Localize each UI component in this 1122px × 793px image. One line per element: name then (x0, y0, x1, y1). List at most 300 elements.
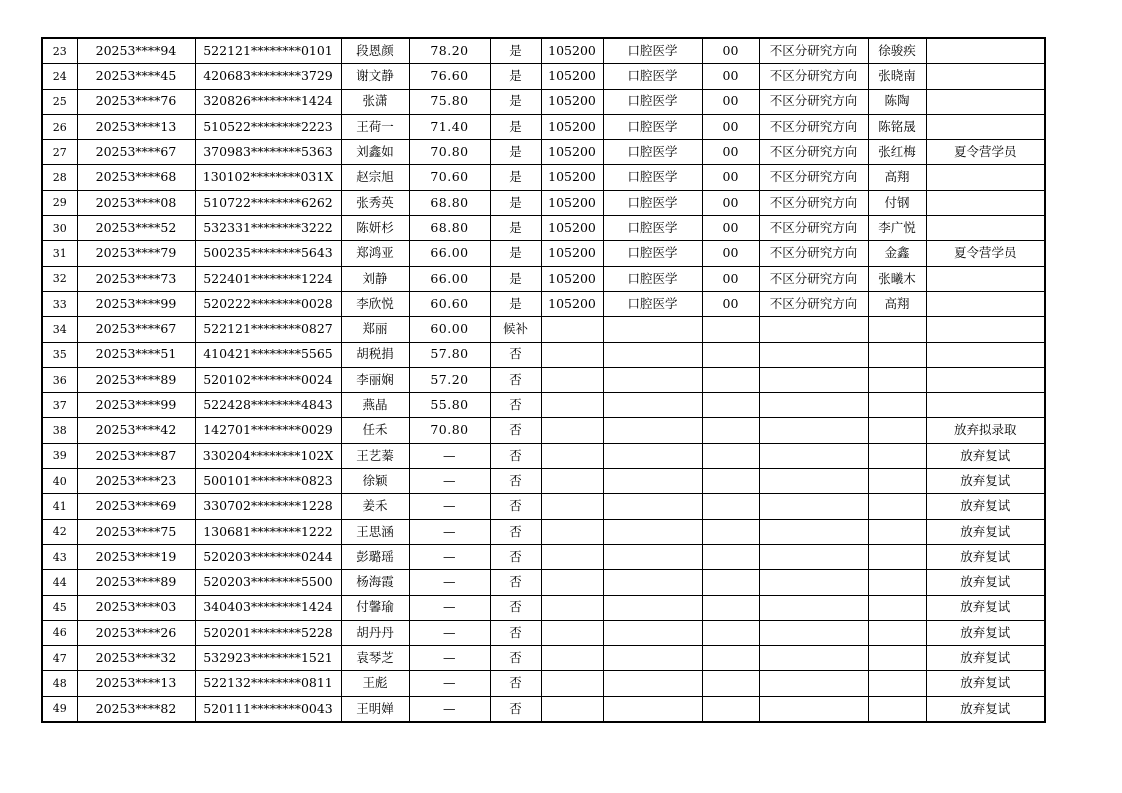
admit-status-cell: 是 (490, 165, 541, 190)
note-cell (926, 317, 1045, 342)
exam-number-cell: 20253****75 (77, 519, 195, 544)
major-code-cell (541, 595, 603, 620)
direction-name-cell (759, 342, 868, 367)
note-cell: 放弃复试 (926, 443, 1045, 468)
direction-name-cell (759, 494, 868, 519)
major-name-cell (603, 443, 702, 468)
id-number-cell: 532923********1521 (195, 646, 341, 671)
row-index-cell: 29 (42, 190, 77, 215)
id-number-cell: 330702********1228 (195, 494, 341, 519)
tutor-cell: 陈陶 (868, 89, 926, 114)
major-name-cell (603, 342, 702, 367)
row-index-cell: 23 (42, 38, 77, 64)
admit-status-cell: 是 (490, 140, 541, 165)
major-name-cell (603, 393, 702, 418)
direction-code-cell: 00 (702, 216, 759, 241)
tutor-cell (868, 393, 926, 418)
name-cell: 付馨瑜 (341, 595, 409, 620)
score-cell: — (409, 469, 490, 494)
major-name-cell (603, 317, 702, 342)
direction-code-cell: 00 (702, 241, 759, 266)
table-row (42, 696, 1045, 722)
table-row (42, 469, 1045, 494)
major-name-cell (603, 671, 702, 696)
major-code-cell (541, 646, 603, 671)
major-name-cell (603, 469, 702, 494)
admit-status-cell: 否 (490, 544, 541, 569)
direction-code-cell (702, 671, 759, 696)
direction-name-cell: 不区分研究方向 (759, 140, 868, 165)
table-row (42, 317, 1045, 342)
row-index-cell: 42 (42, 519, 77, 544)
direction-name-cell (759, 418, 868, 443)
score-cell: 75.80 (409, 89, 490, 114)
major-code-cell: 105200 (541, 165, 603, 190)
tutor-cell: 陈铭晟 (868, 114, 926, 139)
id-number-cell: 500235********5643 (195, 241, 341, 266)
major-code-cell: 105200 (541, 140, 603, 165)
exam-number-cell: 20253****99 (77, 291, 195, 316)
score-cell: 70.60 (409, 165, 490, 190)
major-code-cell: 105200 (541, 291, 603, 316)
score-cell: 57.80 (409, 342, 490, 367)
row-index-cell: 31 (42, 241, 77, 266)
major-code-cell (541, 393, 603, 418)
exam-number-cell: 20253****68 (77, 165, 195, 190)
table-row (42, 291, 1045, 316)
table-row (42, 646, 1045, 671)
table-row (42, 241, 1045, 266)
major-name-cell: 口腔医学 (603, 266, 702, 291)
table-row (42, 367, 1045, 392)
note-cell (926, 216, 1045, 241)
major-code-cell (541, 367, 603, 392)
admit-status-cell: 是 (490, 89, 541, 114)
major-name-cell (603, 519, 702, 544)
exam-number-cell: 20253****73 (77, 266, 195, 291)
tutor-cell (868, 342, 926, 367)
tutor-cell (868, 443, 926, 468)
direction-code-cell: 00 (702, 89, 759, 114)
note-cell: 放弃复试 (926, 671, 1045, 696)
major-code-cell (541, 519, 603, 544)
major-name-cell (603, 494, 702, 519)
direction-code-cell (702, 443, 759, 468)
major-name-cell (603, 646, 702, 671)
score-cell: 76.60 (409, 64, 490, 89)
name-cell: 任禾 (341, 418, 409, 443)
tutor-cell: 张曦木 (868, 266, 926, 291)
table-row (42, 190, 1045, 215)
score-cell: — (409, 570, 490, 595)
table-row (42, 64, 1045, 89)
table-row (42, 519, 1045, 544)
row-index-cell: 39 (42, 443, 77, 468)
id-number-cell: 520111********0043 (195, 696, 341, 722)
id-number-cell: 320826********1424 (195, 89, 341, 114)
name-cell: 王思涵 (341, 519, 409, 544)
id-number-cell: 522401********1224 (195, 266, 341, 291)
row-index-cell: 28 (42, 165, 77, 190)
name-cell: 李丽娴 (341, 367, 409, 392)
table-body (42, 38, 1045, 722)
table-row (42, 165, 1045, 190)
exam-number-cell: 20253****26 (77, 620, 195, 645)
row-index-cell: 47 (42, 646, 77, 671)
note-cell (926, 165, 1045, 190)
direction-name-cell: 不区分研究方向 (759, 89, 868, 114)
note-cell (926, 367, 1045, 392)
row-index-cell: 36 (42, 367, 77, 392)
direction-name-cell (759, 595, 868, 620)
major-code-cell (541, 469, 603, 494)
note-cell (926, 38, 1045, 64)
note-cell: 放弃复试 (926, 620, 1045, 645)
note-cell: 放弃复试 (926, 696, 1045, 722)
note-cell: 放弃复试 (926, 519, 1045, 544)
name-cell: 王彪 (341, 671, 409, 696)
major-code-cell (541, 544, 603, 569)
direction-name-cell: 不区分研究方向 (759, 114, 868, 139)
exam-number-cell: 20253****89 (77, 570, 195, 595)
major-name-cell: 口腔医学 (603, 190, 702, 215)
table-row (42, 620, 1045, 645)
direction-code-cell (702, 393, 759, 418)
score-cell: 68.80 (409, 216, 490, 241)
major-code-cell (541, 570, 603, 595)
name-cell: 郑丽 (341, 317, 409, 342)
table-row (42, 570, 1045, 595)
tutor-cell (868, 620, 926, 645)
note-cell: 放弃复试 (926, 570, 1045, 595)
tutor-cell: 高翔 (868, 165, 926, 190)
score-cell: 70.80 (409, 418, 490, 443)
note-cell (926, 190, 1045, 215)
direction-name-cell: 不区分研究方向 (759, 190, 868, 215)
direction-code-cell: 00 (702, 190, 759, 215)
score-cell: — (409, 494, 490, 519)
score-cell: — (409, 696, 490, 722)
table-row (42, 595, 1045, 620)
exam-number-cell: 20253****51 (77, 342, 195, 367)
tutor-cell: 金鑫 (868, 241, 926, 266)
exam-number-cell: 20253****52 (77, 216, 195, 241)
direction-name-cell (759, 443, 868, 468)
tutor-cell (868, 696, 926, 722)
direction-name-cell (759, 671, 868, 696)
row-index-cell: 37 (42, 393, 77, 418)
row-index-cell: 35 (42, 342, 77, 367)
tutor-cell: 张红梅 (868, 140, 926, 165)
tutor-cell (868, 418, 926, 443)
id-number-cell: 520222********0028 (195, 291, 341, 316)
name-cell: 赵宗旭 (341, 165, 409, 190)
exam-number-cell: 20253****82 (77, 696, 195, 722)
id-number-cell: 532331********3222 (195, 216, 341, 241)
table-row (42, 544, 1045, 569)
tutor-cell (868, 494, 926, 519)
direction-code-cell: 00 (702, 64, 759, 89)
id-number-cell: 130681********1222 (195, 519, 341, 544)
direction-code-cell: 00 (702, 291, 759, 316)
row-index-cell: 43 (42, 544, 77, 569)
admit-status-cell: 是 (490, 114, 541, 139)
direction-code-cell (702, 570, 759, 595)
row-index-cell: 46 (42, 620, 77, 645)
row-index-cell: 48 (42, 671, 77, 696)
exam-number-cell: 20253****42 (77, 418, 195, 443)
major-code-cell: 105200 (541, 190, 603, 215)
major-name-cell (603, 418, 702, 443)
note-cell: 夏令营学员 (926, 241, 1045, 266)
row-index-cell: 44 (42, 570, 77, 595)
name-cell: 燕晶 (341, 393, 409, 418)
major-code-cell: 105200 (541, 38, 603, 64)
admit-status-cell: 是 (490, 190, 541, 215)
row-index-cell: 40 (42, 469, 77, 494)
direction-code-cell (702, 494, 759, 519)
score-cell: 66.00 (409, 266, 490, 291)
note-cell (926, 266, 1045, 291)
admit-status-cell: 否 (490, 519, 541, 544)
direction-name-cell (759, 393, 868, 418)
name-cell: 刘静 (341, 266, 409, 291)
note-cell: 放弃复试 (926, 646, 1045, 671)
direction-code-cell (702, 367, 759, 392)
admit-status-cell: 否 (490, 595, 541, 620)
table-row (42, 266, 1045, 291)
note-cell: 放弃复试 (926, 494, 1045, 519)
direction-code-cell (702, 519, 759, 544)
direction-name-cell: 不区分研究方向 (759, 64, 868, 89)
admit-status-cell: 否 (490, 443, 541, 468)
major-name-cell: 口腔医学 (603, 64, 702, 89)
id-number-cell: 520201********5228 (195, 620, 341, 645)
tutor-cell (868, 469, 926, 494)
exam-number-cell: 20253****87 (77, 443, 195, 468)
direction-name-cell: 不区分研究方向 (759, 241, 868, 266)
admit-status-cell: 是 (490, 266, 541, 291)
id-number-cell: 520203********5500 (195, 570, 341, 595)
direction-name-cell (759, 519, 868, 544)
tutor-cell: 张晓南 (868, 64, 926, 89)
id-number-cell: 340403********1424 (195, 595, 341, 620)
name-cell: 彭璐瑶 (341, 544, 409, 569)
table-row (42, 671, 1045, 696)
major-code-cell (541, 443, 603, 468)
direction-code-cell (702, 342, 759, 367)
direction-name-cell (759, 646, 868, 671)
direction-code-cell (702, 418, 759, 443)
exam-number-cell: 20253****23 (77, 469, 195, 494)
id-number-cell: 420683********3729 (195, 64, 341, 89)
major-name-cell: 口腔医学 (603, 114, 702, 139)
admit-status-cell: 候补 (490, 317, 541, 342)
admit-status-cell: 否 (490, 646, 541, 671)
tutor-cell (868, 570, 926, 595)
direction-code-cell (702, 469, 759, 494)
exam-number-cell: 20253****89 (77, 367, 195, 392)
direction-code-cell (702, 620, 759, 645)
id-number-cell: 142701********0029 (195, 418, 341, 443)
admit-status-cell: 是 (490, 241, 541, 266)
name-cell: 王艺蓁 (341, 443, 409, 468)
direction-name-cell: 不区分研究方向 (759, 165, 868, 190)
major-code-cell (541, 342, 603, 367)
admit-status-cell: 是 (490, 216, 541, 241)
direction-code-cell (702, 595, 759, 620)
note-cell: 放弃复试 (926, 544, 1045, 569)
major-name-cell: 口腔医学 (603, 89, 702, 114)
major-name-cell: 口腔医学 (603, 38, 702, 64)
admit-status-cell: 是 (490, 38, 541, 64)
row-index-cell: 26 (42, 114, 77, 139)
major-name-cell (603, 595, 702, 620)
score-cell: — (409, 646, 490, 671)
row-index-cell: 27 (42, 140, 77, 165)
name-cell: 袁琴芝 (341, 646, 409, 671)
id-number-cell: 500101********0823 (195, 469, 341, 494)
admit-status-cell: 否 (490, 620, 541, 645)
tutor-cell (868, 671, 926, 696)
row-index-cell: 32 (42, 266, 77, 291)
exam-number-cell: 20253****99 (77, 393, 195, 418)
id-number-cell: 522132********0811 (195, 671, 341, 696)
exam-number-cell: 20253****08 (77, 190, 195, 215)
major-code-cell (541, 494, 603, 519)
note-cell (926, 89, 1045, 114)
direction-name-cell: 不区分研究方向 (759, 266, 868, 291)
note-cell: 放弃复试 (926, 469, 1045, 494)
table-row (42, 418, 1045, 443)
table-row (42, 114, 1045, 139)
id-number-cell: 522121********0827 (195, 317, 341, 342)
major-name-cell: 口腔医学 (603, 216, 702, 241)
row-index-cell: 45 (42, 595, 77, 620)
note-cell (926, 342, 1045, 367)
table-row (42, 89, 1045, 114)
note-cell: 夏令营学员 (926, 140, 1045, 165)
row-index-cell: 25 (42, 89, 77, 114)
major-code-cell (541, 696, 603, 722)
score-cell: — (409, 595, 490, 620)
exam-number-cell: 20253****79 (77, 241, 195, 266)
score-cell: 55.80 (409, 393, 490, 418)
tutor-cell (868, 317, 926, 342)
major-name-cell: 口腔医学 (603, 291, 702, 316)
exam-number-cell: 20253****13 (77, 671, 195, 696)
row-index-cell: 38 (42, 418, 77, 443)
row-index-cell: 49 (42, 696, 77, 722)
major-name-cell (603, 620, 702, 645)
tutor-cell: 李广悦 (868, 216, 926, 241)
id-number-cell: 410421********5565 (195, 342, 341, 367)
major-code-cell: 105200 (541, 114, 603, 139)
score-cell: — (409, 544, 490, 569)
exam-number-cell: 20253****67 (77, 317, 195, 342)
exam-number-cell: 20253****69 (77, 494, 195, 519)
id-number-cell: 522428********4843 (195, 393, 341, 418)
major-code-cell: 105200 (541, 216, 603, 241)
exam-number-cell: 20253****03 (77, 595, 195, 620)
admit-status-cell: 否 (490, 469, 541, 494)
name-cell: 王明婵 (341, 696, 409, 722)
note-cell: 放弃拟录取 (926, 418, 1045, 443)
tutor-cell (868, 595, 926, 620)
admit-status-cell: 否 (490, 367, 541, 392)
score-cell: — (409, 443, 490, 468)
exam-number-cell: 20253****94 (77, 38, 195, 64)
exam-number-cell: 20253****67 (77, 140, 195, 165)
direction-code-cell: 00 (702, 266, 759, 291)
name-cell: 杨海霞 (341, 570, 409, 595)
row-index-cell: 33 (42, 291, 77, 316)
direction-name-cell: 不区分研究方向 (759, 216, 868, 241)
direction-name-cell: 不区分研究方向 (759, 291, 868, 316)
name-cell: 胡丹丹 (341, 620, 409, 645)
id-number-cell: 330204********102X (195, 443, 341, 468)
major-code-cell (541, 317, 603, 342)
name-cell: 谢文静 (341, 64, 409, 89)
score-cell: 60.00 (409, 317, 490, 342)
admit-status-cell: 否 (490, 494, 541, 519)
tutor-cell: 徐骏疾 (868, 38, 926, 64)
direction-code-cell (702, 646, 759, 671)
admission-table (41, 37, 1046, 723)
direction-code-cell (702, 544, 759, 569)
major-code-cell: 105200 (541, 64, 603, 89)
major-code-cell: 105200 (541, 266, 603, 291)
tutor-cell (868, 519, 926, 544)
direction-name-cell (759, 469, 868, 494)
admit-status-cell: 否 (490, 696, 541, 722)
id-number-cell: 510722********6262 (195, 190, 341, 215)
major-code-cell (541, 671, 603, 696)
direction-code-cell: 00 (702, 140, 759, 165)
id-number-cell: 520102********0024 (195, 367, 341, 392)
admit-status-cell: 是 (490, 291, 541, 316)
score-cell: — (409, 671, 490, 696)
admit-status-cell: 否 (490, 671, 541, 696)
direction-name-cell (759, 620, 868, 645)
exam-number-cell: 20253****76 (77, 89, 195, 114)
major-name-cell (603, 570, 702, 595)
direction-code-cell (702, 696, 759, 722)
row-index-cell: 30 (42, 216, 77, 241)
major-name-cell (603, 696, 702, 722)
id-number-cell: 520203********0244 (195, 544, 341, 569)
table-row (42, 216, 1045, 241)
table-row (42, 38, 1045, 64)
id-number-cell: 522121********0101 (195, 38, 341, 64)
tutor-cell: 高翔 (868, 291, 926, 316)
table-row (42, 443, 1045, 468)
score-cell: 66.00 (409, 241, 490, 266)
score-cell: 70.80 (409, 140, 490, 165)
major-name-cell (603, 367, 702, 392)
name-cell: 张秀英 (341, 190, 409, 215)
row-index-cell: 34 (42, 317, 77, 342)
direction-code-cell (702, 317, 759, 342)
table-row (42, 140, 1045, 165)
admit-status-cell: 否 (490, 418, 541, 443)
note-cell (926, 114, 1045, 139)
row-index-cell: 24 (42, 64, 77, 89)
table-row (42, 494, 1045, 519)
score-cell: 78.20 (409, 38, 490, 64)
major-name-cell: 口腔医学 (603, 165, 702, 190)
admit-status-cell: 否 (490, 393, 541, 418)
